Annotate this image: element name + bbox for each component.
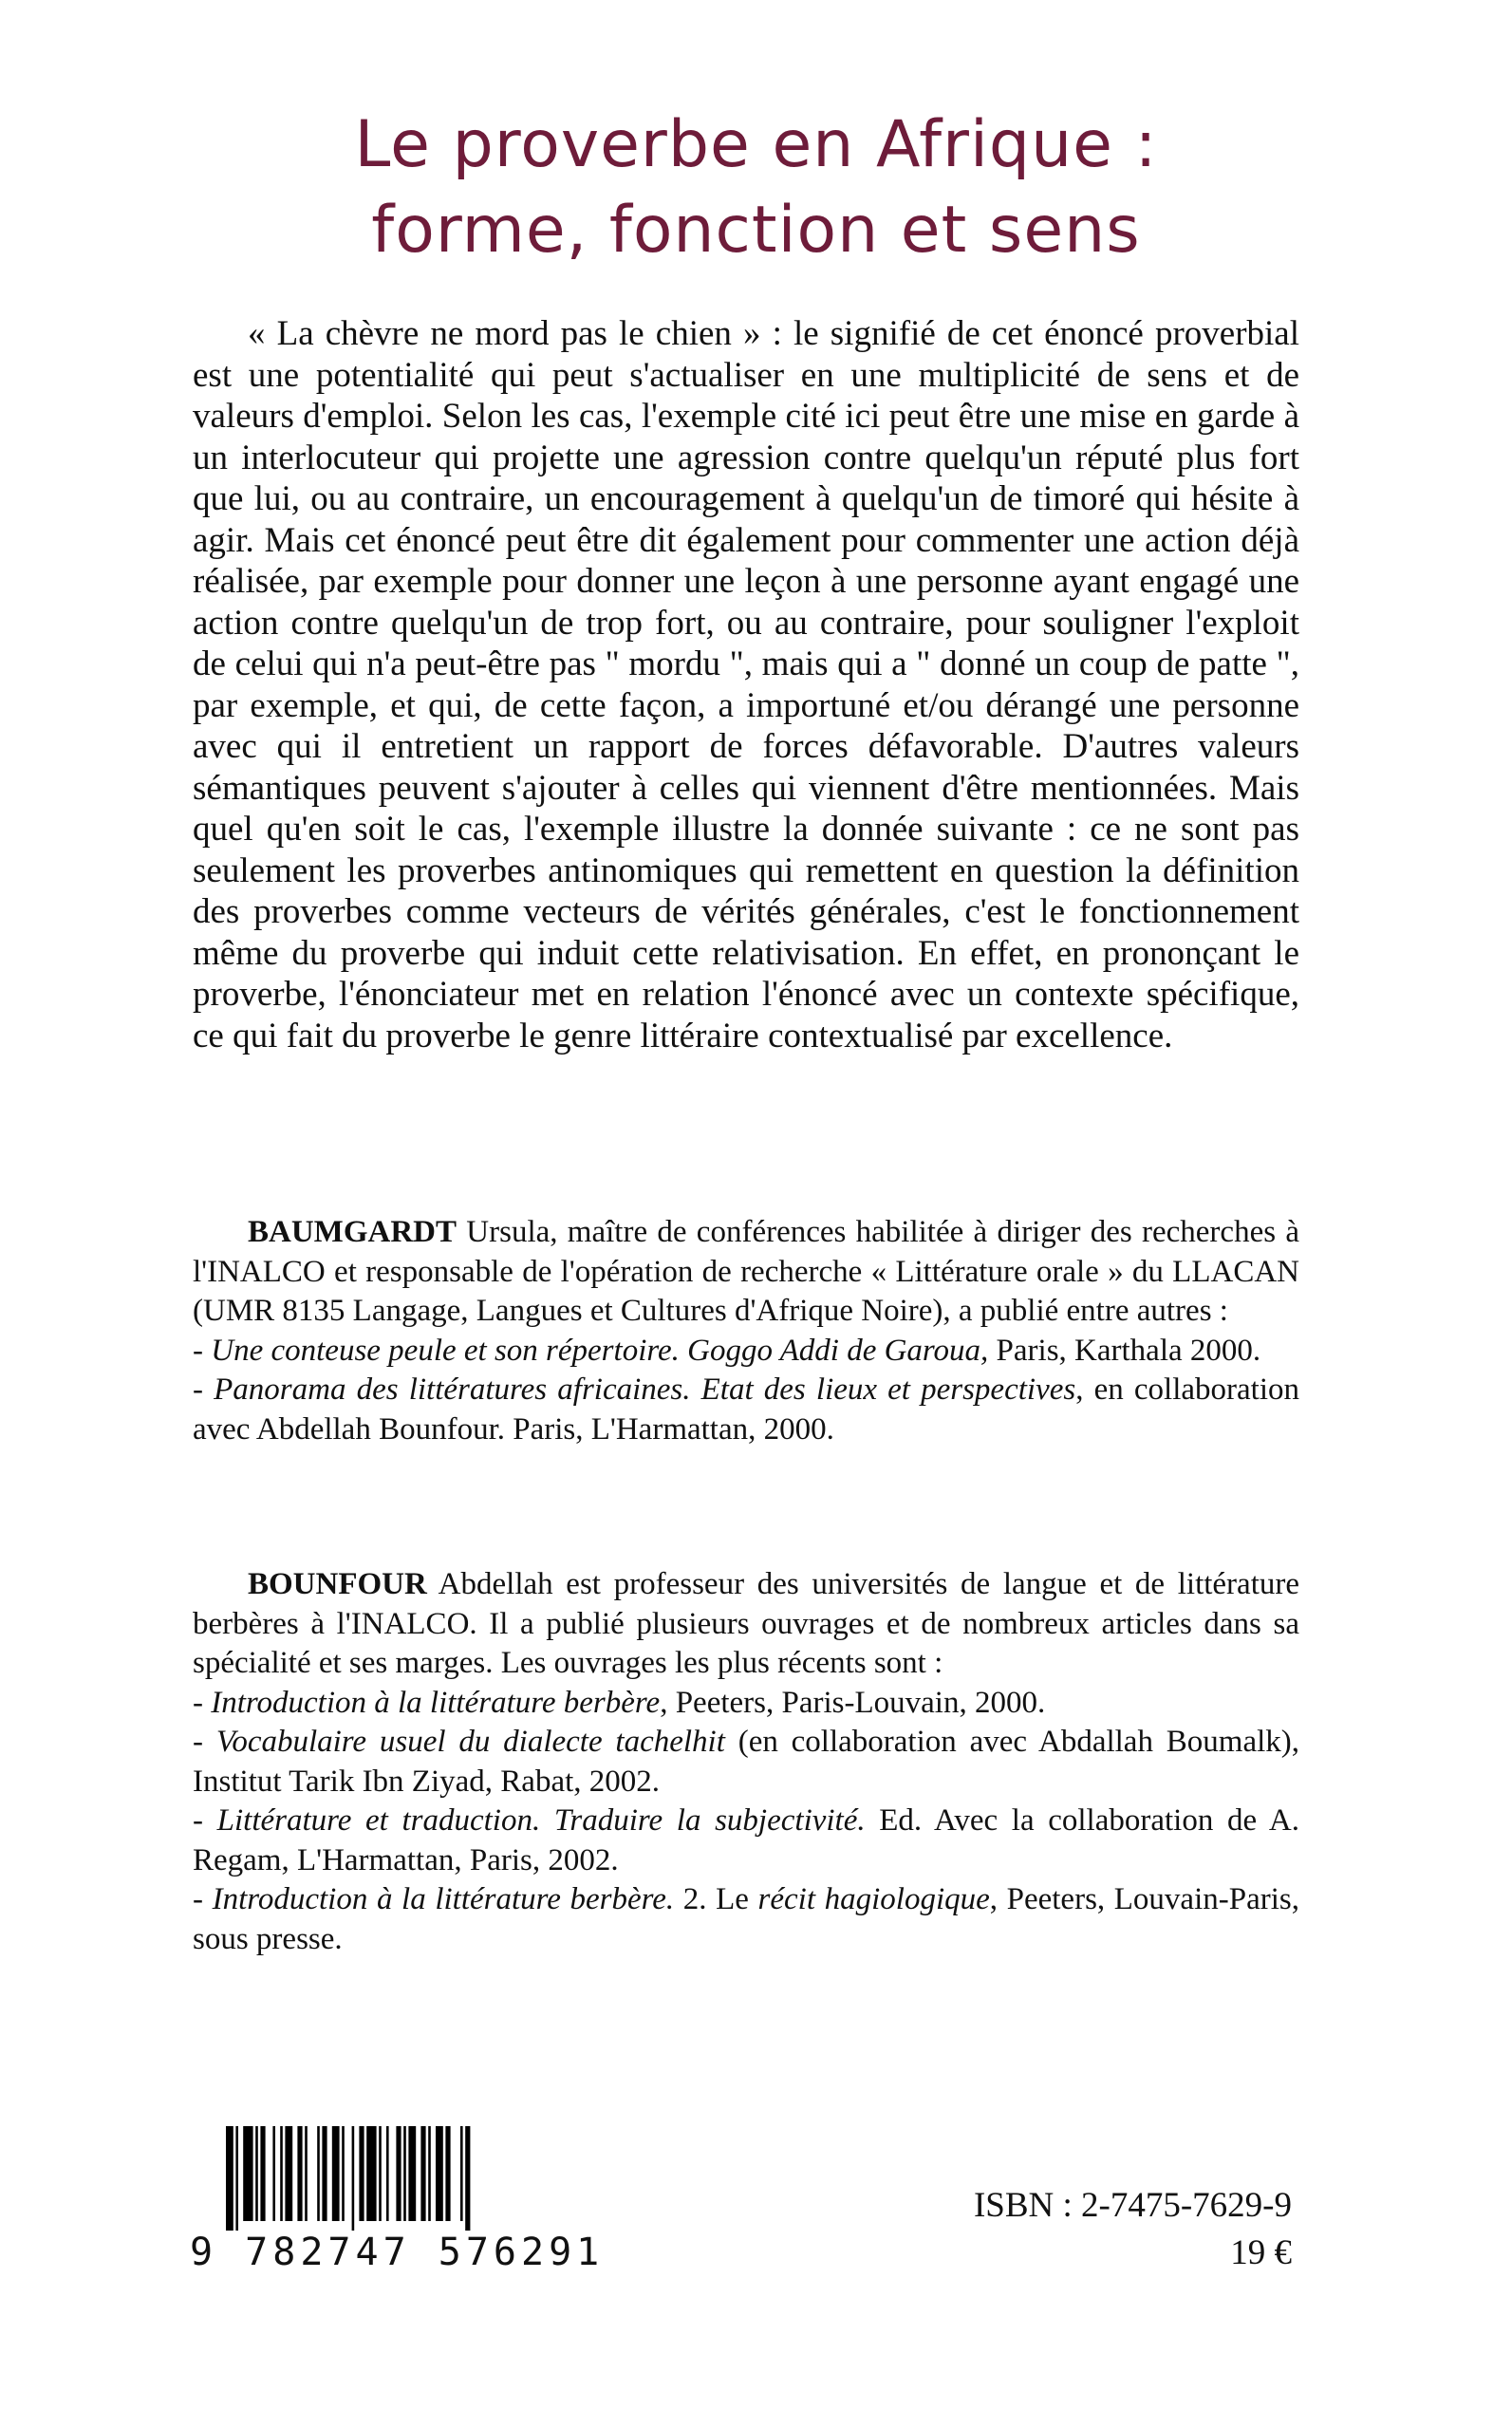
barcode-bar bbox=[322, 2126, 327, 2221]
barcode-bars bbox=[190, 2126, 569, 2231]
barcode-bar bbox=[420, 2126, 425, 2221]
barcode-bar bbox=[445, 2126, 450, 2221]
publication-details: (en collaboration avec Abdallah Boumalk), Institut Tarik Ibn Ziyad, Rabat, 2002. bbox=[193, 1725, 1300, 1799]
publication-details: , Peeters, Paris-Louvain, 2000. bbox=[660, 1685, 1046, 1720]
bio-text: Ursula, maître de conférences habilitée à diriger des recherches à l'INALCO et responsable de l'opération de recherche « Littérature orale » du LLACAN (UMR 8135 Langage, Langues et Cultures d'Afrique Noire), a publié entre autres : bbox=[193, 1215, 1299, 1328]
barcode-bar bbox=[235, 2126, 238, 2231]
publication-title: Vocabulaire usuel du dialecte tachelhit bbox=[215, 1725, 725, 1759]
publication-details: , en collaboration avec Abdellah Bounfour. Paris, L'Harmattan, 2000. bbox=[193, 1373, 1299, 1447]
barcode-bar bbox=[428, 2126, 431, 2221]
barcode-bar bbox=[272, 2126, 275, 2221]
publication-item bbox=[193, 1684, 1299, 1724]
author-name: BAUMGARDT bbox=[248, 1215, 457, 1249]
author-bio-bounfour bbox=[193, 1565, 1299, 1959]
item-prefix: - bbox=[193, 1725, 216, 1759]
title-line-1: Le proverbe en Afrique : bbox=[354, 107, 1158, 182]
publication-item bbox=[193, 1371, 1299, 1449]
publication-details: Ed. Avec la collaboration de A. Regam, L'Harmattan, Paris, 2002. bbox=[193, 1803, 1299, 1877]
barcode-bar bbox=[379, 2126, 382, 2221]
publication-item bbox=[193, 1802, 1299, 1880]
bio-text: Abdellah est professeur des universités de langue et de littérature berbères à l'INALCO. Il a publié plusieurs ouvrages et de nombreux articles dans sa spécialité et ses marges. Les ouvrages les plus récents sont : bbox=[193, 1567, 1299, 1680]
summary-block bbox=[193, 313, 1299, 1056]
barcode-bar bbox=[465, 2126, 470, 2231]
barcode-bar bbox=[305, 2126, 308, 2221]
publication-title: Une conteuse peule et son répertoire. Goggo Addi de Garoua, bbox=[211, 1333, 989, 1368]
publication-subtitle: récit hagiologique bbox=[757, 1882, 990, 1916]
barcode-bar bbox=[359, 2126, 364, 2221]
barcode-bar bbox=[408, 2126, 416, 2221]
barcode-bar bbox=[460, 2126, 463, 2221]
bio-paragraph bbox=[193, 1213, 1299, 1332]
isbn: ISBN : 2-7475-7629-9 bbox=[973, 2186, 1292, 2225]
title-line-2: forme, fonction et sens bbox=[371, 193, 1141, 268]
barcode-bar bbox=[342, 2126, 345, 2221]
item-prefix: - bbox=[193, 1882, 213, 1916]
barcode-digits: 9 782747 576291 bbox=[190, 2231, 605, 2274]
barcode-bar bbox=[226, 2126, 233, 2231]
book-title bbox=[0, 103, 1512, 273]
publication-volume: 2. Le bbox=[674, 1882, 758, 1916]
barcode-bar bbox=[386, 2126, 389, 2221]
publication-title: Littérature et traduction. Traduire la subjectivité. bbox=[216, 1803, 866, 1838]
publication-title: Panorama des littératures africaines. Etat des lieux et perspectives bbox=[214, 1373, 1076, 1407]
author-name: BOUNFOUR bbox=[248, 1567, 427, 1601]
author-bio-baumgardt bbox=[193, 1213, 1299, 1449]
barcode-bar bbox=[297, 2126, 302, 2221]
barcode-bar bbox=[403, 2126, 406, 2221]
publication-item bbox=[193, 1332, 1299, 1372]
barcode-bar bbox=[436, 2126, 443, 2221]
barcode-bar bbox=[332, 2126, 340, 2221]
item-prefix: - bbox=[193, 1803, 217, 1838]
publication-title: Introduction à la littérature berbère. bbox=[212, 1882, 675, 1916]
barcode-bar bbox=[255, 2126, 258, 2221]
publication-title: Introduction à la littérature berbère bbox=[211, 1685, 661, 1720]
barcode-bar bbox=[396, 2126, 401, 2221]
publication-item bbox=[193, 1880, 1299, 1959]
barcode-bar bbox=[366, 2126, 376, 2221]
publication-details: Paris, Karthala 2000. bbox=[988, 1333, 1261, 1368]
bio-paragraph bbox=[193, 1565, 1299, 1684]
barcode-bar bbox=[317, 2126, 320, 2221]
item-prefix: - bbox=[193, 1685, 212, 1720]
item-prefix: - bbox=[193, 1333, 212, 1368]
publication-details: , Peeters, Louvain-Paris, sous presse. bbox=[193, 1882, 1299, 1956]
barcode-bar bbox=[352, 2126, 355, 2231]
publication-item bbox=[193, 1723, 1299, 1802]
barcode-bar bbox=[280, 2126, 283, 2221]
item-prefix: - bbox=[193, 1373, 215, 1407]
barcode-bar bbox=[243, 2126, 252, 2221]
barcode-bar bbox=[285, 2126, 292, 2221]
summary-paragraph: « La chèvre ne mord pas le chien » : le signifié de cet énoncé proverbial est une potentialité qui peut s'actualiser en une multiplicité de sens et de valeurs d'emploi. Selon les cas, l'exemple cité ici peut être une mise en garde à un interlocuteur qui projette une agression contre quelqu'un réputé plus fort que lui, ou au contraire, un encouragement à quelqu'un de timoré qui hésite à agir. Mais cet énoncé peut être dit également pour commenter une action déjà réalisée, par exemple pour donner une leçon à une personne ayant engagé une action contre quelqu'un de trop fort, ou au contraire, pour souligner l'exploit de celui qui n'a peut-être pas " mordu ", mais qui a " donné un coup de patte ", par exemple, et qui, de cette façon, a importuné et/ou dérangé une personne avec qui il entretient un rapport de forces défavorable. D'autres valeurs sémantiques peuvent s'ajouter à celles qui viennent d'être mentionnées. Mais quel qu'en soit le cas, l'exemple illustre la donnée suivante : ce ne sont pas seulement les proverbes antinomiques qui remettent en question la définition des proverbes comme vecteurs de vérités générales, c'est le fonctionnement même du proverbe qui induit cette relativisation. En effet, en prononçant le proverbe, l'énonciateur met en relation l'énoncé avec un contexte spécifique, ce qui fait du proverbe le genre littéraire contextualisé par excellence. bbox=[193, 314, 1299, 1055]
barcode-bar bbox=[260, 2126, 265, 2221]
price: 19 € bbox=[1230, 2233, 1292, 2272]
